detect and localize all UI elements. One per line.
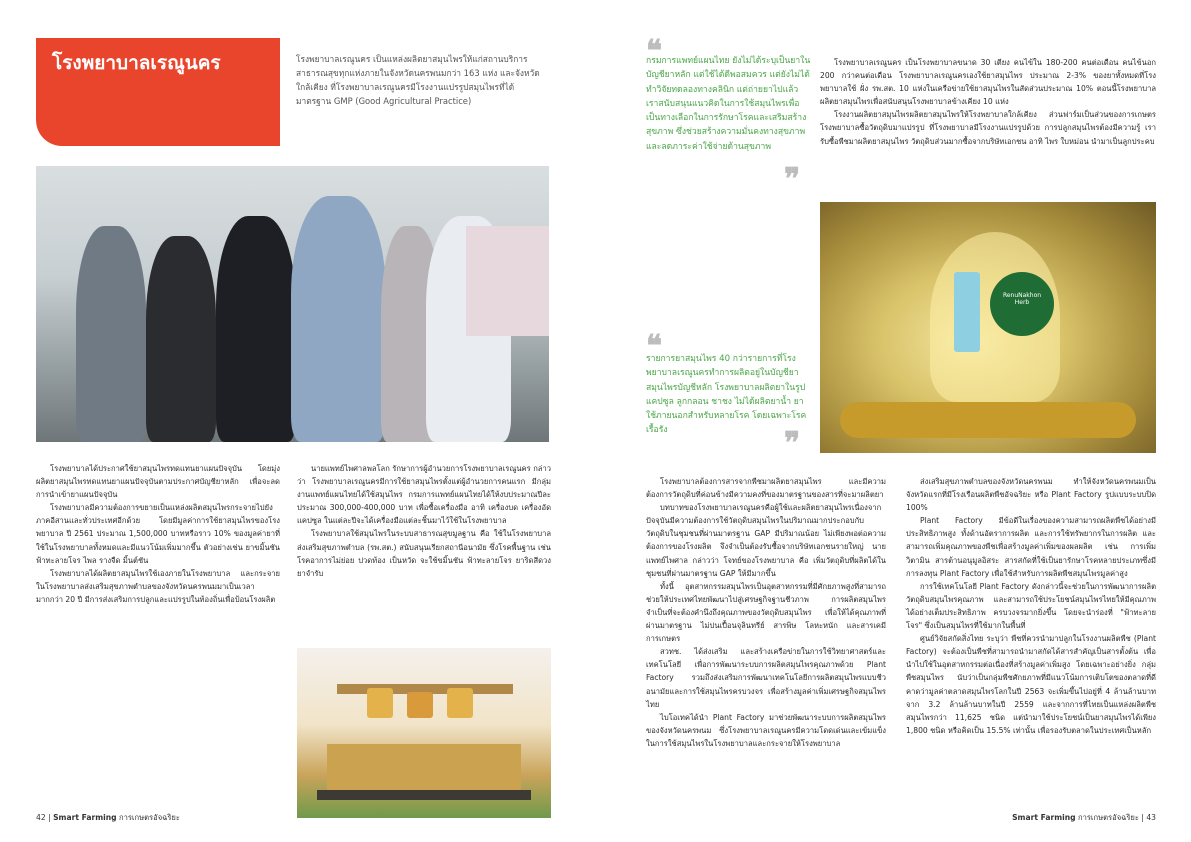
product-label: RenuNakhon Herb [1002, 292, 1042, 306]
intro-paragraph: โรงพยาบาลเรณูนคร เป็นแหล่งผลิตยาสมุนไพรให้แก่สถานบริการสาธารณสุขทุกแห่งภายในจังหวัดนครพนมกว่า 163 แห่ง และจังหวัดใกล้เคียง ที่โรงพยาบาลเรณูนครมีโรงงานแปรรูปสมุนไพรที่ได้มาตรฐาน GMP (Good Agricultural Practice) [296, 54, 540, 106]
col4-paragraph-4: ศูนย์วิจัยสกัดสิ่งไทย ระบุว่า พืชที่ควรนำมาปลูกในโรงงานผลิตพืช (Plant Factory) จะต้องเป็นพืชที่สามารถนำมาสกัดได้สารสำคัญเป็นสารตั้งต้น เพื่อนำไปใช้ในอุตสาหกรรมต่อเนื่องที่สร้างมูลค่าเพิ่มสูง โดยเฉพาะอย่างยิ่ง กลุ่มพืชสมุนไพร นับว่าเป็นกลุ่มพืชศักยภาพที่มีแนวโน้มการเติบโตของตลาดที่ดี คาดว่ามูลค่าตลาดสมุนไพรโลกในปี 2563 จะเพิ่มขึ้นไปอยู่ที่ 4 ล้านล้านบาท จาก 3.2 ล้านล้านบาทในปี 2559 และจากการที่ไทยเป็นแหล่งผลิตพืชสมุนไพรกว่า 11,625 ชนิด แต่นำมาใช้ประโยชน์เป็นยาสมุนไพรได้เพียง 1,800 ชนิด หรือคิดเป็น 15.5% เท่านั้น เพื่อรองรับตลาดในประเทศเป็นหลัก [906, 634, 1156, 735]
page-number-right: 43 [1146, 813, 1156, 822]
col4-paragraph-2: Plant Factory มีข้อดีในเรื่องของความสามารถผลิตพืชได้อย่างมีประสิทธิภาพสูง ทั้งด้านอัตราการผลิต และการใช้ทรัพยากรในการผลิต และสามารถเพิ่มคุณภาพของพืชเพื่อสร้างมูลค่าเพิ่มของผลผลิต เช่น การเพิ่มวิตามิน สารต้านอนุมูลอิสระ สารสกัดที่ใช้เป็นยารักษาโรคหลายประเภทซึ่งมีการลงทุน Plant Factory เพื่อใช้สำหรับการผลิตพืชสมุนไพรมูลค่าสูง [906, 516, 1156, 578]
col3-paragraph-1: โรงพยาบาลต้องการสารจากพืชมาผลิตยาสมุนไพร และมีความต้องการวัตถุดิบที่ค่อนข้างมีความคงที่ของมาตรฐานของสารที่จะมาผลิตยา [646, 477, 886, 500]
col1-paragraph-3: โรงพยาบาลได้ผลิตยาสมุนไพรใช้เองภายในโรงพยาบาล และกระจายในโรงพยาบาลส่งเสริมสุขภาพตำบลของจังหวัดนครพนมมาเป็นเวลามากกว่า 20 ปี มีการส่งเสริมการปลูกและแปรรูปในท้องถิ่นเพื่อป้อนโรงผลิต [36, 568, 280, 604]
column-3 [646, 475, 886, 750]
footer-sub-right: การเกษตรอัจฉริยะ [1077, 813, 1139, 822]
pull-quote-2: รายการยาสมุนไพร 40 กว่ารายการที่โรงพยาบาลเรณูนครทำการผลิตอยู่ในบัญชียาสมุนไพรบัญชีหลัก โรงพยาบาลผลิตยาในรูปแคปซูล ลูกกลอน ชาชง ไม่ได้ผลิตยาน้ำ ยาใช้ภายนอกสำหรับหลายโรค โดยเฉพาะโรคเรื้อรัง [646, 354, 807, 436]
col2-paragraph-2: โรงพยาบาลใช้สมุนไพรในระบบสาธารณสุขมูลฐาน คือ ใช้ในโรงพยาบาลส่งเสริมสุขภาพตำบล (รพ.สต.) สนับสนุนเรียกสถานีอนามัย ซึ่งโรคพื้นฐาน เช่น โรคอาการไม่ย่อย ปวดท้อง เป็นหวัด จะใช้ขมิ้นชัน ฟ้าทะลายโจร ยาริดสีดวง ยาจำรับ [297, 529, 551, 578]
column-1 [36, 462, 280, 606]
column-4 [906, 475, 1156, 737]
herbal-products-photo [297, 648, 551, 818]
col3-paragraph-4: สวทช. ได้ส่งเสริม และสร้างเครือข่ายในการใช้วิทยาศาสตร์และเทคโนโลยี เพื่อการพัฒนาระบบการผลิตสมุนไพรคุณภาพด้วย Plant Factory รวมถึงส่งเสริมการพัฒนาเทคโนโลยีการผลิตสมุนไพรแบบชีวอนามัยและการใช้สมุนไพรครบวงจร เพื่อสร้างมูลค่าเพิ่มเศรษฐกิจสมุนไพรไทย [646, 647, 886, 709]
page-title: โรงพยาบาลเรณูนคร [52, 52, 221, 74]
footer-brand-right: Smart Farming [1012, 813, 1076, 822]
col2-paragraph-1: นายแพทย์ไพศาลพลโลก รักษาการผู้อำนวยการโรงพยาบาลเรณูนคร กล่าวว่า โรงพยาบาลเรณูนครมีการใช้ยาสมุนไพรตั้งแต่ผู้อำนวยการคนแรก มีกลุ่มงานแพทย์แผนไทยได้ใช้สมุนไพร กรมการแพทย์แผนไทยได้ให้งบประมาณปีละประมาณ 300,000-400,000 บาท เพื่อซื้อเครื่องมือ อาทิ เครื่องบด เครื่องอัดแคปซูล ในแต่ละปีจะได้เครื่องมือแต่ละชิ้นมาไว้ใช้ในโรงพยาบาล [297, 464, 551, 526]
open-quote-icon-2: ❝ [646, 329, 663, 364]
top-right-paragraph-1: โรงพยาบาลเรณูนคร เป็นโรงพยาบาลขนาด 30 เตียง คนไข้ใน 180-200 คนต่อเดือน คนไข้นอก 200 กว่าคนต่อเดือน โรงพยาบาลเรณูนครเองใช้ยาสมุนไพร ประมาณ 2-3% ของยาทั้งหมดที่โรงพยาบาลใช้ ฝั่ง รพ.สต. 10 แห่งในเครือข่ายใช้ยาสมุนไพรในสัดส่วนประมาณ 10% ตอนนี้โรงพยาบาลผลิตยาสมุนไพรเพื่อสนับสนุนโรงพยาบาลข้างเคียง 10 แห่ง [820, 58, 1156, 107]
col4-paragraph-1: ส่งเสริมสุขภาพตำบลของจังหวัดนครพนม ทำให้จังหวัดนครพนมเป็นจังหวัดแรกที่มีโรงเรือนผลิตพืชอัจฉริยะ หรือ Plant Factory รูปแบบระบบปิด 100% [906, 477, 1156, 513]
footer-right: Smart Farming การเกษตรอัจฉริยะ | 43 [1012, 813, 1156, 822]
col3-paragraph-5: ไบโอเทคได้นำ Plant Factory มาช่วยพัฒนาระบบการผลิตสมุนไพรของจังหวัดนครพนม ซึ่งโรงพยาบาลเรณูนครมีความโดดเด่นและเข้มแข็งในการใช้สมุนไพรในโรงพยาบาลและกระจายให้โรงพยาบาล [646, 712, 886, 748]
top-right-text [820, 56, 1156, 148]
col1-paragraph-2: โรงพยาบาลมีความต้องการขยายเป็นแหล่งผลิตสมุนไพรกระจายไปยังภาคอีสานและทั่วประเทศอีกด้วย โดยมีมูลค่าการใช้ยาสมุนไพรของโรงพยาบาล ปี 2561 ประมาณ 1,500,000 บาทหรือราว 10% ของมูลค่ายาที่ใช้ในโรงพยาบาลทั้งหมดและมีแนวโน้มเพิ่มมากขึ้น ตัวอย่างเช่น ยาขมิ้นชัน ฟ้าทะลายโจร ไพล รางจืด มิ้นต์ชัน [36, 503, 280, 565]
footer-left: 42 | Smart Farming การเกษตรอัจฉริยะ [36, 813, 180, 822]
top-right-paragraph-2: โรงงานผลิตยาสมุนไพรผลิตยาสมุนไพรให้โรงพยาบาลใกล้เคียง ส่วนฟาร์มเป็นส่วนของการเกษตร โรงพยาบาลซื้อวัตถุดิบมาแปรรูป ที่โรงพยาบาลมีโรงงานแปรรูปด้วย การปลูกสมุนไพรต้องมีความรู้ เรารับซื้อพืชมาผลิตยาสมุนไพร วัตถุดิบส่วนมากซื้อจากบริษัทเอกชน อาทิ ไพร ใบหม่อน นำมาเป็นลูกประคบ [820, 110, 1156, 146]
footer-sub-left: การเกษตรอัจฉริยะ [118, 813, 180, 822]
col3-paragraph-2: บทบาทของโรงพยาบาลเรณูนครคือผู้ใช้และผลิตยาสมุนไพรเนื่องจากปัจจุบันมีความต้องการใช้วัตถุดิบสมุนไพรในปริมาณมากประกอบกับวัตถุดิบในชุมชนที่ผ่านมาตรฐาน GAP มีปริมาณน้อย ไม่เพียงพอต่อความต้องการของโรงผลิต จึงจำเป็นต้องรับซื้อจากบริษัทเอกชนรายใหญ่ นายแพทย์ไพศาล กล่าวว่า โจทย์ของโรงพยาบาล คือ เพิ่มวัตถุดิบที่ผลิตได้ในชุมชนที่ผ่านมาตรฐาน GAP ให้มีมากขึ้น [646, 503, 886, 578]
open-quote-icon: ❝ [646, 34, 663, 69]
close-quote-icon-2: ❞ [784, 426, 801, 461]
col1-paragraph-1: โรงพยาบาลได้ประกาศใช้ยาสมุนไพรทดแทนยาแผนปัจจุบัน โดยมุ่งผลิตยาสมุนไพรทดแทนยาแผนปัจจุบันตามประกาศบัญชียาหลัก เพื่อจะลดการนำเข้ายาแผนปัจจุบัน [36, 464, 280, 500]
footer-brand-left: Smart Farming [53, 813, 117, 822]
col3-paragraph-3: ทั้งนี้ อุตสาหกรรมสมุนไพรเป็นอุตสาหกรรมที่มีศักยภาพสูงที่สามารถช่วยให้ประเทศไทยพัฒนาไปสู่เศรษฐกิจฐานชีวภาพ การผลิตสมุนไพรจำเป็นที่จะต้องคำนึงถึงคุณภาพของวัตถุดิบสมุนไพร เพื่อให้ได้คุณภาพที่ผ่านมาตรฐาน ไม่ปนเปื้อนจุลินทรีย์ สารพิษ โลหะหนัก และสารเคมีการเกษตร [646, 581, 886, 644]
pull-quote-1: กรมการแพทย์แผนไทย ยังไม่ได้ระบุเป็นยาในบัญชียาหลัก แต่ใช้ได้ดีพอสมควร แต่ยังไม่ได้ทำวิจัยทดลองทางคลินิก แต่ถ่ายยาไปแล้ว เราสนับสนุนแนวคิดในการใช้สมุนไพรเพื่อเป็นทางเลือกในการรักษาโรคและเสริมสร้างสุขภาพ ซึ่งช่วยสร้างความมั่นคงทางสุขภาพ และลดภาระค่าใช้จ่ายด้านสุขภาพ [646, 56, 811, 152]
close-quote-icon: ❞ [784, 162, 801, 197]
page-number-left: 42 [36, 813, 46, 822]
herbal-product-photo [820, 202, 1156, 453]
hospital-visit-photo [36, 166, 549, 442]
col4-paragraph-3: การใช้เทคโนโลยี Plant Factory ดังกล่าวนี้จะช่วยในการพัฒนาการผลิตวัตถุดิบสมุนไพรคุณภาพ และสามารถใช้ประโยชน์สมุนไพรไทยให้มีคุณภาพได้อย่างเต็มประสิทธิภาพ ครบวงจรมากยิ่งขึ้น โดยจะนำร่องที่ "ฟ้าทะลายโจร" ซึ่งเป็นสมุนไพรที่ใช้มากในพื้นที่ [906, 581, 1156, 631]
column-2 [297, 462, 551, 580]
